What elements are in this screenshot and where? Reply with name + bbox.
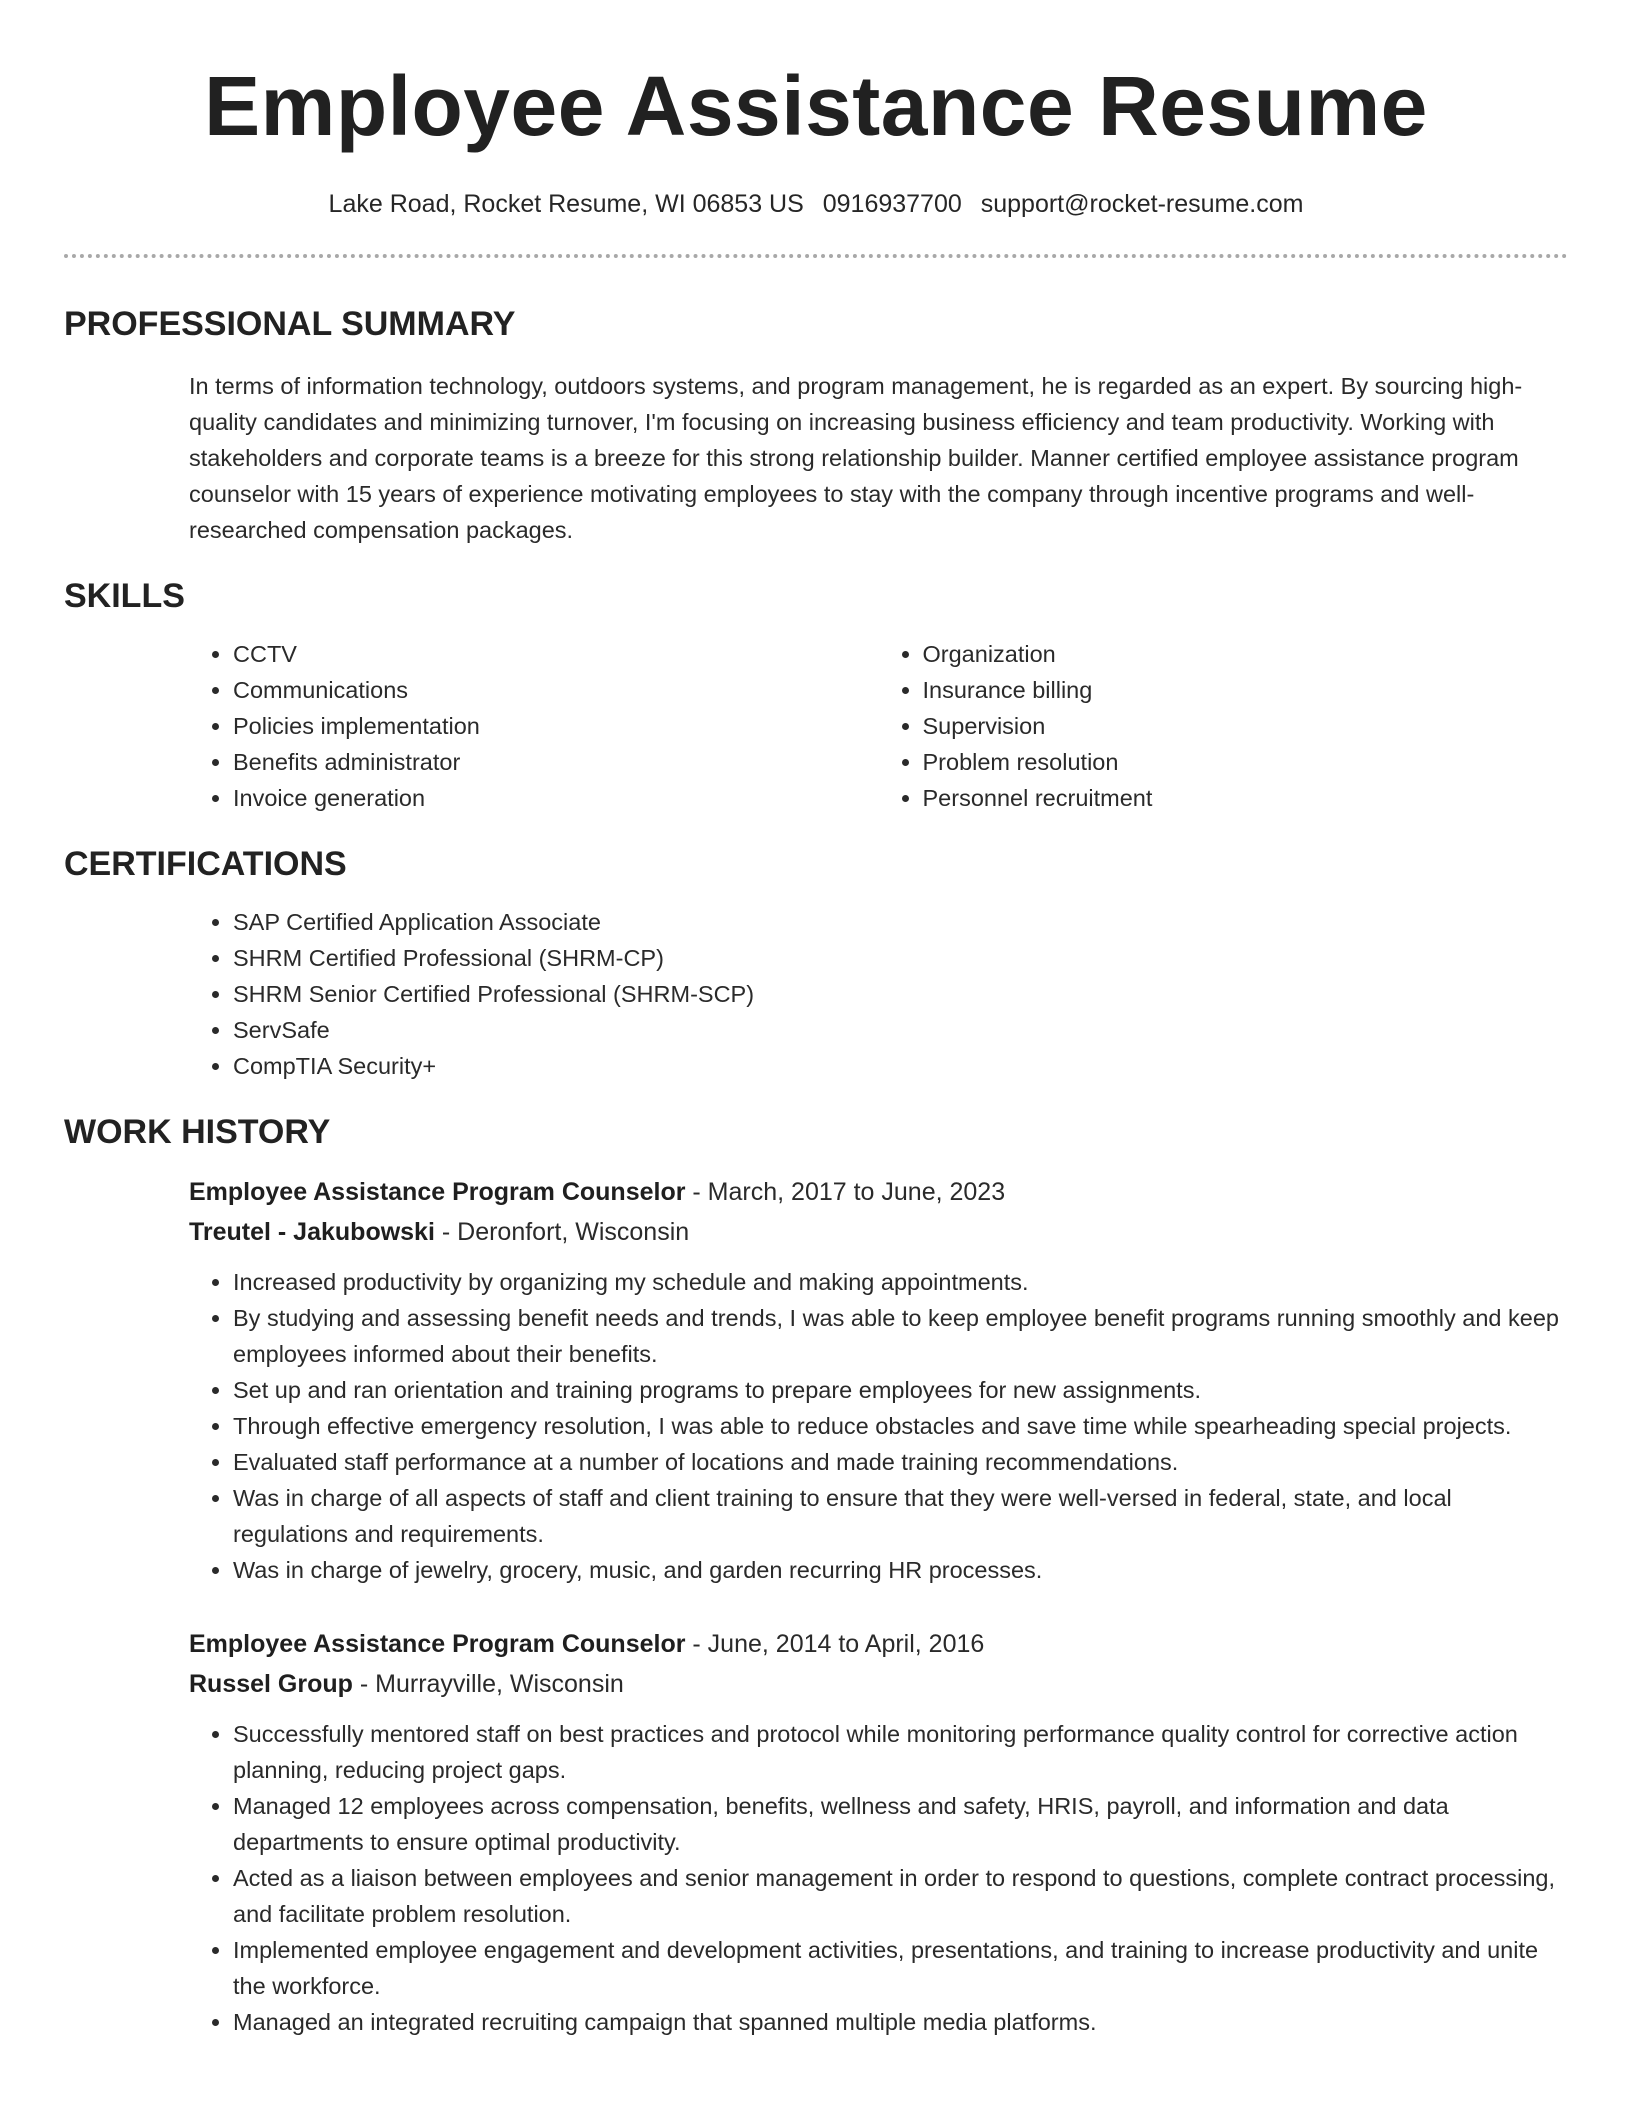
header-divider [64, 254, 1568, 258]
skill-item: • Insurance billing [923, 672, 1569, 708]
job-bullet: • Was in charge of jewelry, grocery, music, and garden recurring HR processes. [233, 1552, 1568, 1588]
job-title-line [189, 1624, 1568, 1664]
work-history-heading: WORK HISTORY [64, 1113, 331, 1151]
job-entry [189, 1172, 1568, 1588]
certifications-wrap [189, 904, 1568, 1084]
job-bullet: • By studying and assessing benefit needs and trends, I was able to keep employee benefit programs running smoothly and keep employees informed about their benefits. [233, 1300, 1568, 1372]
job-bullet: • Implemented employee engagement and development activities, presentations, and training to increase productivity and unite the workforce. [233, 1932, 1568, 2004]
certification-item: • ServSafe [233, 1012, 1568, 1048]
job-company-line [189, 1212, 1568, 1252]
skills-heading: SKILLS [64, 577, 185, 615]
skill-item: • Invoice generation [233, 780, 879, 816]
job-location: - Murrayville, Wisconsin [352, 1670, 624, 1698]
summary-text: In terms of information technology, outdoors systems, and program management, he is regarded as an expert. By sourcing high-quality candidates and minimizing turnover, I'm focusing on increasing business efficiency and team productivity. Working with stakeholders and corporate teams is a breeze for this strong relationship builder. Manner certified employee assistance program counselor with 15 years of experience motivating employees to stay with the company through incentive programs and well-researched compensation packages. [189, 373, 1523, 543]
job-bullet: • Acted as a liaison between employees and senior management in order to respond to questions, complete contract processing, and facilitate problem resolution. [233, 1860, 1568, 1932]
job-bullets [189, 1264, 1568, 1588]
job-dates: - March, 2017 to June, 2023 [685, 1178, 1006, 1206]
certification-item: • CompTIA Security+ [233, 1048, 1568, 1084]
job-bullet: • Successfully mentored staff on best practices and protocol while monitoring performance quality control for corrective action planning, reducing project gaps. [233, 1716, 1568, 1788]
job-company: Treutel - Jakubowski [189, 1218, 435, 1246]
job-bullet: • Set up and ran orientation and training programs to prepare employees for new assignments. [233, 1372, 1568, 1408]
skill-item: • Communications [233, 672, 879, 708]
job-title: Employee Assistance Program Counselor [189, 1178, 686, 1206]
job-bullet: • Through effective emergency resolution, I was able to reduce obstacles and save time while spearheading special projects. [233, 1408, 1568, 1444]
job-entry [189, 1624, 1568, 2040]
job-bullet: • Evaluated staff performance at a number of locations and made training recommendations. [233, 1444, 1568, 1480]
summary-heading: PROFESSIONAL SUMMARY [64, 305, 516, 343]
certifications-list [189, 904, 1568, 1084]
job-title: Employee Assistance Program Counselor [189, 1630, 686, 1658]
job-bullet: • Was in charge of all aspects of staff and client training to ensure that they were well-versed in federal, state, and local regulations and requirements. [233, 1480, 1568, 1552]
job-dates: - June, 2014 to April, 2016 [685, 1630, 985, 1658]
skill-item: • Benefits administrator [233, 744, 879, 780]
resume-title: Employee Assistance Resume [204, 59, 1428, 153]
work-history-section [64, 1110, 1568, 2040]
skills-grid [189, 636, 1568, 816]
job-bullets [189, 1716, 1568, 2040]
job-company: Russel Group [189, 1670, 353, 1698]
skill-item: • Problem resolution [923, 744, 1569, 780]
skill-item: • CCTV [233, 636, 879, 672]
skills-list-right [879, 636, 1569, 816]
job-title-line [189, 1172, 1568, 1212]
job-company-line [189, 1664, 1568, 1704]
contact-address: Lake Road, Rocket Resume, WI 06853 US [328, 190, 804, 218]
contact-line [64, 188, 1568, 220]
job-location: - Deronfort, Wisconsin [434, 1218, 690, 1246]
certifications-section [64, 842, 1568, 1084]
skill-item: • Policies implementation [233, 708, 879, 744]
summary-section [64, 302, 1568, 548]
certification-item: • SHRM Certified Professional (SHRM-CP) [233, 940, 1568, 976]
job-bullet: • Managed 12 employees across compensation, benefits, wellness and safety, HRIS, payroll, and information and data departments to ensure optimal productivity. [233, 1788, 1568, 1860]
skills-list-left [189, 636, 879, 816]
certification-item: • SHRM Senior Certified Professional (SHRM-SCP) [233, 976, 1568, 1012]
job-bullet: • Increased productivity by organizing my schedule and making appointments. [233, 1264, 1568, 1300]
certification-item: • SAP Certified Application Associate [233, 904, 1568, 940]
job-bullet: • Managed an integrated recruiting campaign that spanned multiple media platforms. [233, 2004, 1568, 2040]
skill-item: • Personnel recruitment [923, 780, 1569, 816]
certifications-heading: CERTIFICATIONS [64, 845, 347, 883]
contact-email: support@rocket-resume.com [980, 190, 1304, 218]
contact-phone: 0916937700 [822, 190, 962, 218]
skill-item: • Organization [923, 636, 1569, 672]
skills-section [64, 574, 1568, 816]
skill-item: • Supervision [923, 708, 1569, 744]
